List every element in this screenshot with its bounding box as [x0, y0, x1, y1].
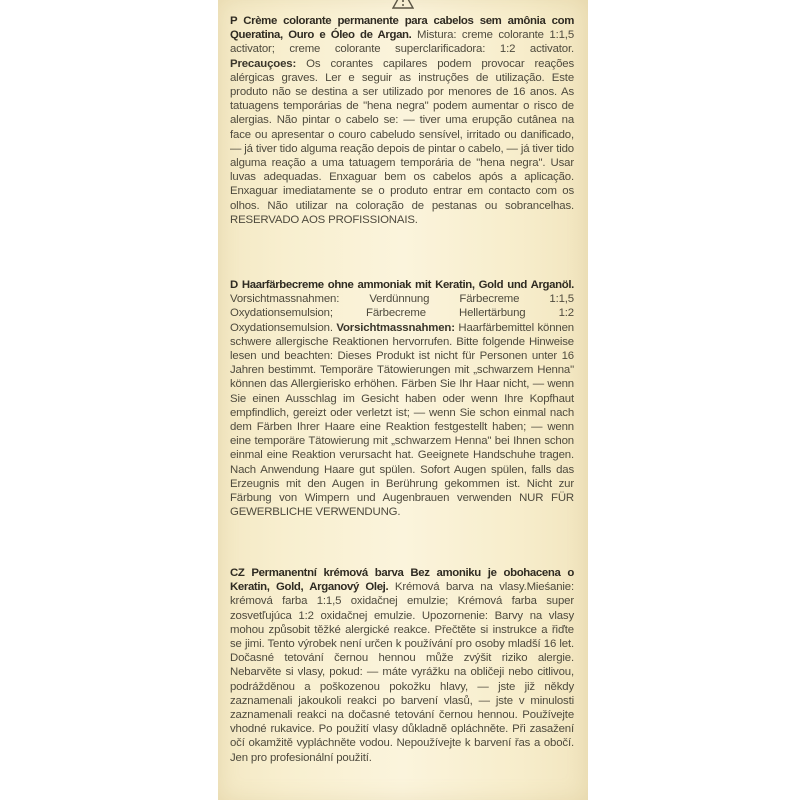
section-czech	[230, 566, 574, 765]
section-body-start: Vorsichtmassnahmen: Verdünnung Färbecreme 1:1,5 Oxydationsemulsion; Färbecreme Hellertärbung 1:2 Oxydationsemulsion.	[230, 293, 574, 334]
section-body-start: Mistura: creme colorante 1:1,5 activator; creme colorante superclarificadora: 1:2 activator.	[230, 29, 575, 56]
section-heading: P Crème colorante permanente para cabelos sem amônia com Queratina, Ouro e Óleo de Argan.	[230, 15, 574, 42]
instruction-panel	[218, 0, 588, 800]
section-portuguese	[230, 14, 574, 227]
warning-triangle-icon	[392, 0, 414, 10]
section-body-start: Krémová barva na vlasy.Mieśanie: krémová farba 1:1,5 oxidačnej emulzie; Krémová farba super zosvetľujúca 1:2 oxidačnej emulzie. Upozornenie: Barvy na vlasy mohou způsobit těžké alergické reakce. Přečtěte si instrukce a řiďte se jimi. Tento výrobek není určen k používání pro osoby mladší 16 let. Dočasné tetování černou hennou může zvýšit riziko alergie. Nebarvěte si vlasy, pokud: — máte vyrážku na obličeji nebo citlivou, podrážděnou a poškozenou pokožku hlavy, — jste již někdy zaznamenali jakoukoli reakci po barvení vlasů, — jste v minulosti zaznamenali reakci na dočasné tetování černou hennou. Používejte vhodné rukavice. Po použití vlasy důkladně opláchněte. Při zasažení očí okamžitě vypláchněte vodou. Nepoužívejte k barvení řas a obočí. Jen pro profesionální použití.	[230, 581, 574, 764]
section-label: Vorsichtmassnahmen:	[336, 321, 455, 334]
section-body-end: Haarfärbemittel können schwere allergische Reaktionen hervorrufen. Bitte folgende Hinweise lesen und beachten: Dieses Produkt ist nicht für Personen unter 16 Jahren bestimmt. Temporäre Tätowierungen mit „schwarzem Henna" können das Allergierisko erhöhen. Färben Sie Ihr Haar nicht, — wenn Sie einen Ausschlag im Gesicht haben oder wenn Ihre Kopfhaut empfindlich, gereizt oder verletzt ist; — wenn Sie schon einmal nach dem Färben Ihrer Haare eine Reaktion festgestellt haben; — wenn eine temporäre Tätowierung mit „schwarzem Henna" bei Ihnen schon einmal eine Reaktion verursacht hat. Geeignete Handschuhe tragen. Nach Anwendung Haare gut spülen. Sofort Augen spülen, falls das Erzeugnis mit den Augen in Berührung gekommen ist. Nicht zur Färbung von Wimpern und Augenbrauen verwenden NUR FÜR GEWERBLICHE VERWENDUNG.	[230, 321, 574, 519]
section-body-end: Os corantes capilares podem provocar reações alérgicas graves. Ler e seguir as instruções de utilização. Este produto não se destina a ser utilizado por menores de 16 anos. As tatuagens temporárias de "hena negra" podem aumentar o risco de alergias. Não pintar o cabelo se: — tiver uma erupção cutânea na face ou apresentar o couro cabeludo sensível, irritado ou danificado, — já tiver tido alguma reação depois de pintar o cabelo, — já tiver tido alguma reação a uma tatuagem temporária de "hena negra". Usar luvas adequadas. Enxaguar bem os cabelos após a aplicação. Enxaguar imediatamente se o produto entrar em contacto com os olhos. Não utilizar na coloração de pestanas ou sobrancelhas. RESERVADO AOS PROFISSIONAIS.	[230, 57, 574, 226]
section-heading: D Haarfärbecreme ohne ammoniak mit Keratin, Gold und Arganöl.	[230, 279, 574, 291]
section-label: Precauçoes:	[230, 57, 297, 70]
section-heading: CZ Permanentní krémová barva Bez amoniku je obohacena o Keratin, Gold, Arganový Olej.	[230, 567, 574, 594]
section-german	[230, 278, 574, 519]
